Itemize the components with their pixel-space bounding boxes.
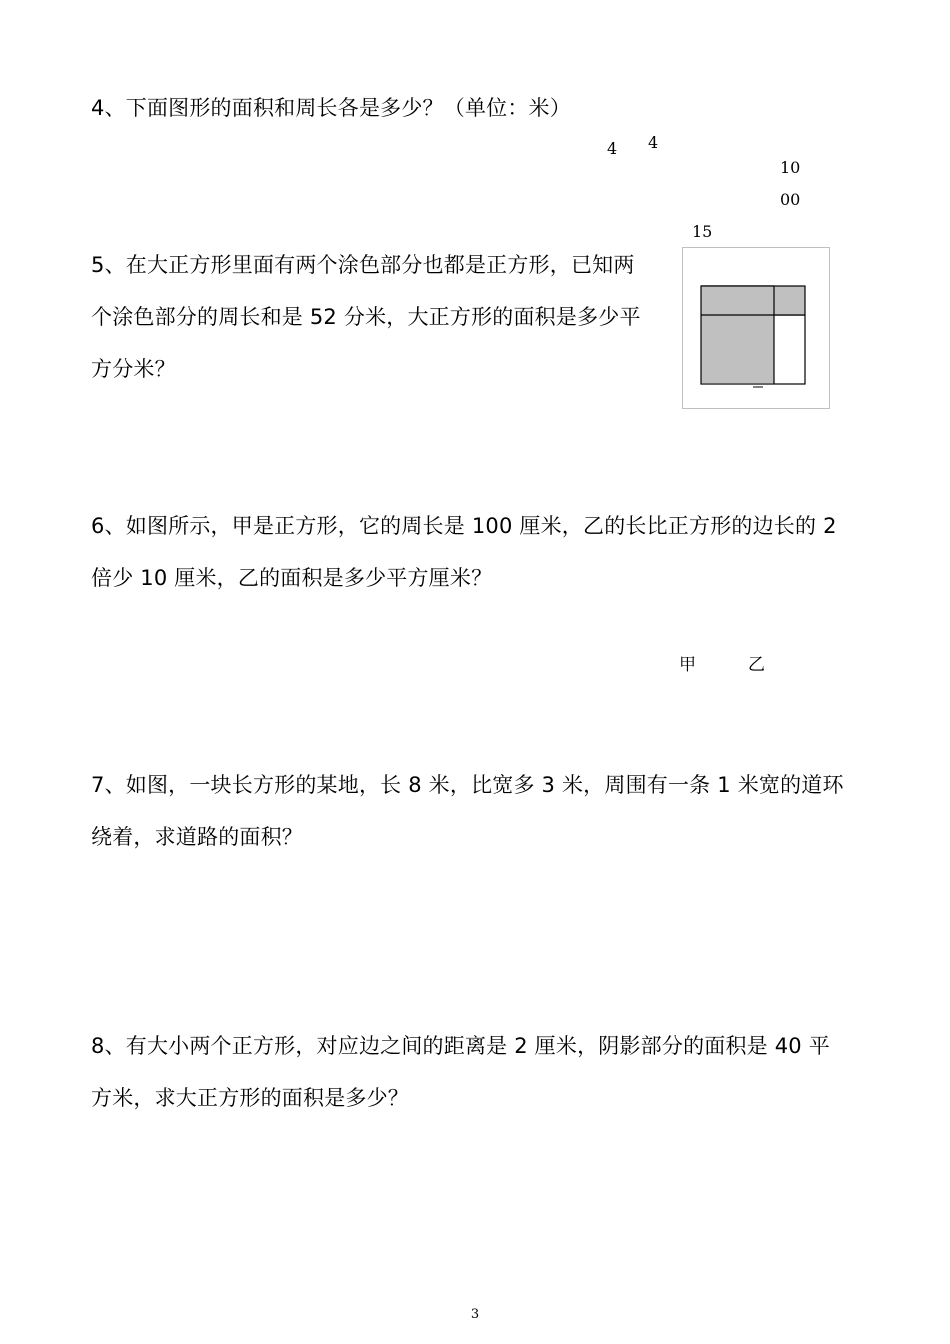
question-5-line-1: 5、在大正方形里面有两个涂色部分也都是正方形，已知两 <box>91 253 635 277</box>
question-7-line-1: 7、如图，一块长方形的某地，长 8 米，比宽多 3 米，周围有一条 1 米宽的道环 <box>91 773 844 797</box>
question-8 <box>91 1020 830 1124</box>
figure-q5-squares <box>683 248 829 408</box>
question-8-line-1: 8、有大小两个正方形，对应边之间的距离是 2 厘米，阴影部分的面积是 40 平 <box>91 1034 830 1058</box>
page-number: 3 <box>470 1307 480 1322</box>
shaded-square-small <box>774 286 805 316</box>
question-7 <box>91 759 844 863</box>
figure-q5-frame <box>682 247 830 409</box>
question-5 <box>91 239 641 395</box>
figure-label-4a: 4 <box>607 139 618 158</box>
shaded-square-large <box>701 285 774 383</box>
figure-label-4b: 4 <box>648 133 659 152</box>
question-7-line-2: 绕着，求道路的面积？ <box>91 825 303 849</box>
question-4 <box>91 82 571 134</box>
question-5-line-3: 方分米？ <box>91 357 176 381</box>
figure-label-15: 15 <box>692 222 713 241</box>
figure-label-10: 10 <box>780 158 801 177</box>
figure-label-jia: 甲 <box>679 655 696 675</box>
question-6-line-1: 6、如图所示，甲是正方形，它的周长是 100 厘米，乙的长比正方形的边长的 2 <box>91 514 837 538</box>
question-4-line-1: 4、下面图形的面积和周长各是多少？（单位：米） <box>91 96 571 120</box>
figure-label-00: 00 <box>780 190 801 209</box>
question-5-line-2: 个涂色部分的周长和是 52 分米，大正方形的面积是多少平 <box>91 305 641 329</box>
question-8-line-2: 方米，求大正方形的面积是多少？ <box>91 1086 409 1110</box>
question-6-line-2: 倍少 10 厘米，乙的面积是多少平方厘米？ <box>91 566 493 590</box>
figure-label-yi: 乙 <box>748 655 765 675</box>
question-6 <box>91 500 837 604</box>
